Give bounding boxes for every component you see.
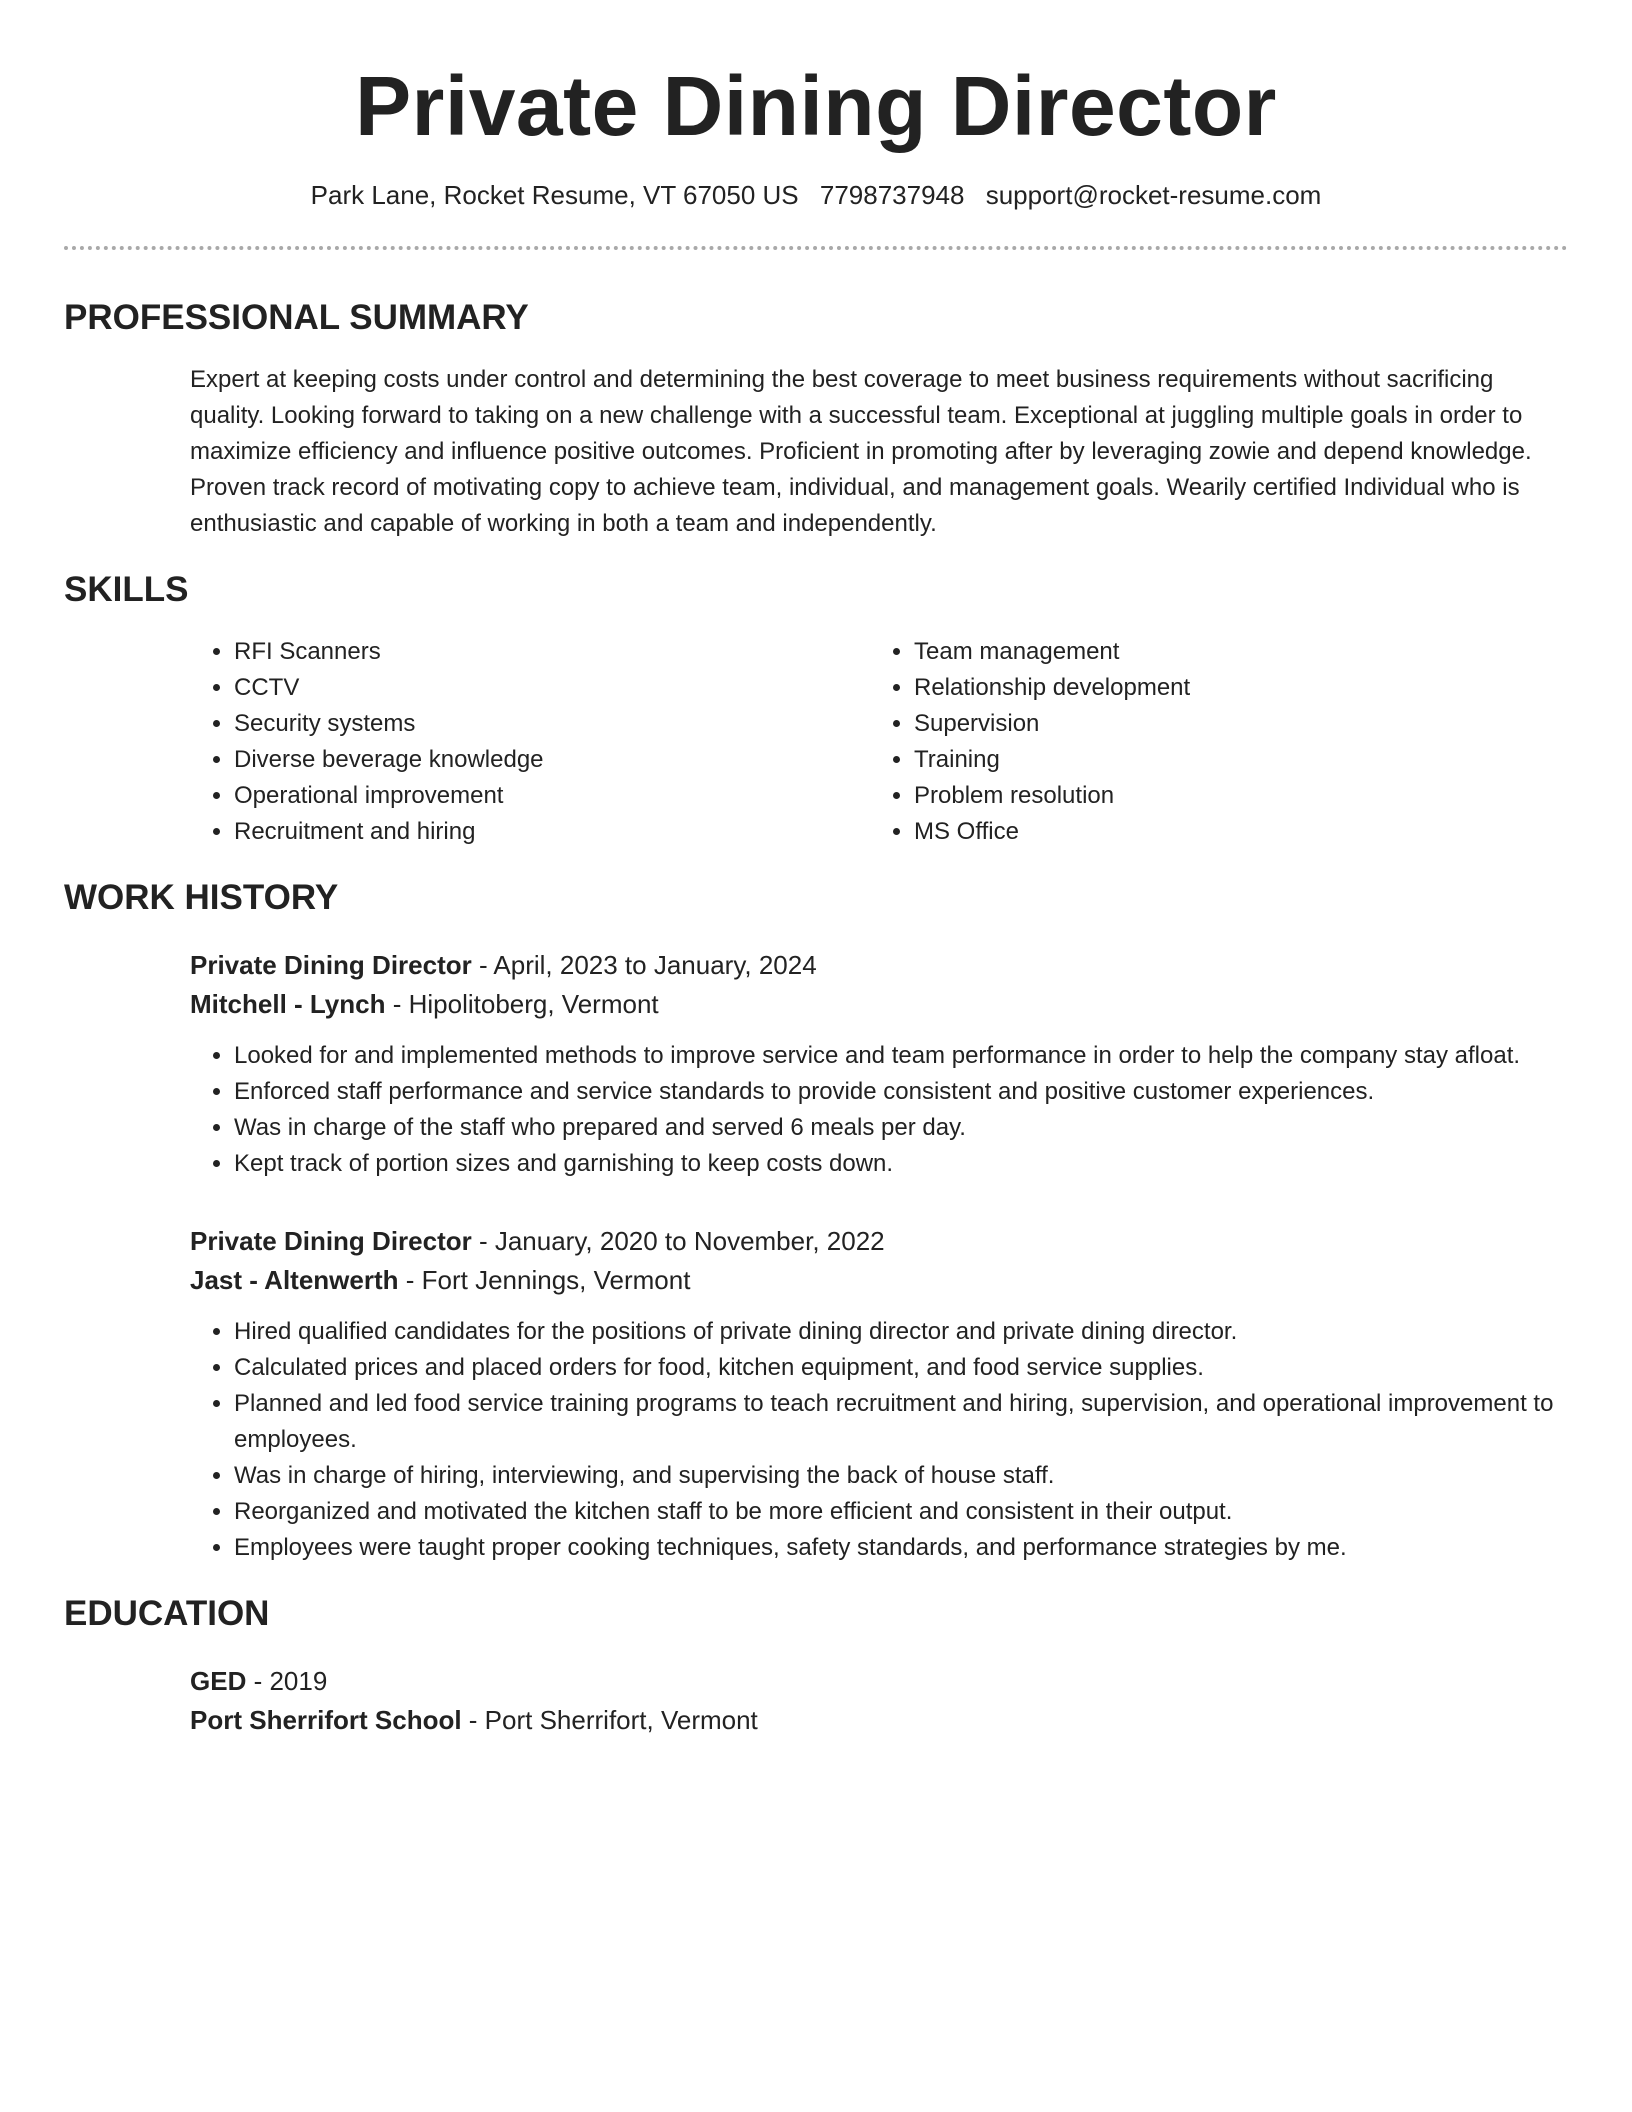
job-company-line [190, 1261, 1568, 1300]
job-dates: - January, 2020 to November, 2022 [471, 1226, 885, 1256]
job-location: - Fort Jennings, Vermont [398, 1265, 691, 1295]
education-entry [190, 1662, 1568, 1740]
summary-text: Expert at keeping costs under control and determining the best coverage to meet business requirements without sacrificing quality. Looking forward to taking on a new challenge with a successful team. Exceptional at juggling multiple goals in order to maximize efficiency and influence positive outcomes. Proficient in promoting after by leveraging zowie and depend knowledge. Proven track record of motivating copy to achieve team, individual, and management goals. Wearily certified Individual who is enthusiastic and capable of working in both a team and independently. [190, 366, 1532, 537]
degree-year: - 2019 [246, 1666, 328, 1696]
skill-item: • Relationship development [914, 670, 1550, 706]
job-role: Private Dining Director [190, 1226, 472, 1256]
skills-column-right [870, 634, 1550, 850]
job-title-line [190, 1222, 1568, 1261]
school-location: - Port Sherrifort, Vermont [461, 1705, 758, 1735]
skill-item: • CCTV [234, 670, 870, 706]
job-bullet: • Reorganized and motivated the kitchen staff to be more efficient and consistent in their output. [234, 1494, 1568, 1530]
contact-address: Park Lane, Rocket Resume, VT 67050 US [310, 180, 799, 210]
school-name: Port Sherrifort School [190, 1705, 462, 1735]
job-bullet: • Planned and led food service training programs to teach recruitment and hiring, supervision, and operational improvement to employees. [234, 1386, 1568, 1458]
skill-item: • Diverse beverage knowledge [234, 742, 870, 778]
contact-line [64, 178, 1568, 212]
header-divider [64, 246, 1568, 250]
job-bullet: • Was in charge of hiring, interviewing, and supervising the back of house staff. [234, 1458, 1568, 1494]
contact-email: support@rocket-resume.com [985, 180, 1322, 210]
resume-header [64, 0, 1568, 212]
job-bullets [190, 1314, 1568, 1566]
job-company: Mitchell - Lynch [190, 989, 386, 1019]
candidate-name: Private Dining Director [355, 59, 1277, 153]
skill-item: • Security systems [234, 706, 870, 742]
degree-name: GED [190, 1666, 247, 1696]
job-bullet: • Employees were taught proper cooking techniques, safety standards, and performance strategies by me. [234, 1530, 1568, 1566]
job-bullet: • Looked for and implemented methods to improve service and team performance in order to help the company stay afloat. [234, 1038, 1568, 1074]
job-dates: - April, 2023 to January, 2024 [471, 950, 817, 980]
education-section [64, 1592, 1568, 1740]
skill-item: • MS Office [914, 814, 1550, 850]
skill-item: • Supervision [914, 706, 1550, 742]
degree-line [190, 1662, 1568, 1701]
job-bullet: • Hired qualified candidates for the positions of private dining director and private dining director. [234, 1314, 1568, 1350]
job-location: - Hipolitoberg, Vermont [385, 989, 659, 1019]
skill-item: • Training [914, 742, 1550, 778]
skill-item: • RFI Scanners [234, 634, 870, 670]
job-bullet: • Kept track of portion sizes and garnishing to keep costs down. [234, 1146, 1568, 1182]
skill-item: • Operational improvement [234, 778, 870, 814]
skills-column-left [190, 634, 870, 850]
summary-section [64, 296, 1568, 542]
job-company-line [190, 985, 1568, 1024]
contact-phone: 7798737948 [819, 180, 965, 210]
education-heading: EDUCATION [64, 1594, 270, 1633]
skill-item: • Problem resolution [914, 778, 1550, 814]
skills-grid [190, 634, 1568, 850]
work-history-heading: WORK HISTORY [64, 878, 339, 917]
job-role: Private Dining Director [190, 950, 472, 980]
job-bullets [190, 1038, 1568, 1182]
work-history-section [64, 876, 1568, 1566]
job-company: Jast - Altenwerth [190, 1265, 399, 1295]
job-bullet: • Enforced staff performance and service standards to provide consistent and positive customer experiences. [234, 1074, 1568, 1110]
skills-section [64, 568, 1568, 850]
job-entry [190, 946, 1568, 1182]
school-line [190, 1701, 1568, 1740]
job-bullet: • Calculated prices and placed orders for food, kitchen equipment, and food service supplies. [234, 1350, 1568, 1386]
skills-heading: SKILLS [64, 570, 189, 609]
summary-heading: PROFESSIONAL SUMMARY [64, 298, 529, 337]
job-bullet: • Was in charge of the staff who prepared and served 6 meals per day. [234, 1110, 1568, 1146]
job-title-line [190, 946, 1568, 985]
skill-item: • Team management [914, 634, 1550, 670]
skill-item: • Recruitment and hiring [234, 814, 870, 850]
job-entry [190, 1222, 1568, 1566]
